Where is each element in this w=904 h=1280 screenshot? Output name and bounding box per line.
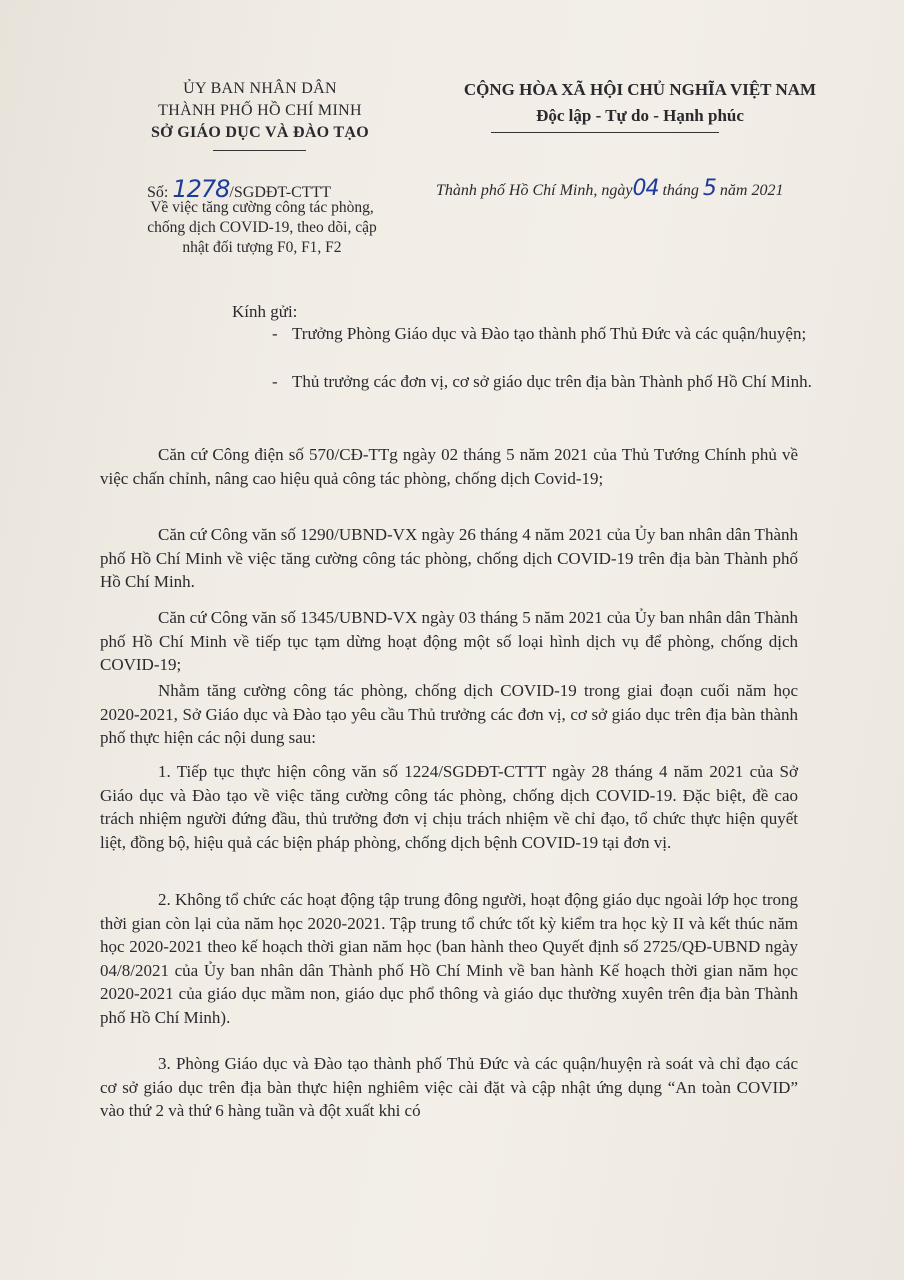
- document-subject: Về việc tăng cường công tác phòng, chống dịch COVID-19, theo dõi, cập nhật đối tượng F0, F1, F2: [147, 199, 377, 256]
- date-month-word: tháng: [658, 182, 703, 199]
- agency-underline: [213, 150, 306, 151]
- handwritten-month: 5: [702, 176, 716, 201]
- body-paragraph: 3. Phòng Giáo dục và Đào tạo thành phố Thủ Đức và các quận/huyện rà soát và chỉ đạo các cơ sở giáo dục trên địa bàn thực hiện nghiêm việc cài đặt và cập nhật ứng dụng “An toàn COVID” vào thứ 2 và thứ 6 hàng tuần và đột xuất khi có: [100, 1054, 798, 1120]
- agency-line-1: ỦY BAN NHÂN DÂN: [183, 80, 337, 97]
- date-year: năm 2021: [715, 182, 784, 199]
- body-paragraph: Căn cứ Công văn số 1290/UBND-VX ngày 26 tháng 4 năm 2021 của Ủy ban nhân dân Thành phố Hồ Chí Minh về việc tăng cường công tác phòng, chống dịch COVID-19 trên địa bàn Thành phố Hồ Chí Minh.: [100, 525, 798, 591]
- handwritten-day: 04: [632, 176, 659, 201]
- body-paragraph: Căn cứ Công văn số 1345/UBND-VX ngày 03 tháng 5 năm 2021 của Ủy ban nhân dân Thành phố Hồ Chí Minh về tiếp tục tạm dừng hoạt động một số loại hình dịch vụ để phòng, chống dịch COVID-19;: [100, 608, 798, 674]
- body-paragraph: Nhằm tăng cường công tác phòng, chống dịch COVID-19 trong giai đoạn cuối năm học 2020-2021, Sở Giáo dục và Đào tạo yêu cầu Thủ trưởng các đơn vị, cơ sở giáo dục trên địa bàn thành phố thực hiện các nội dung sau:: [100, 681, 798, 747]
- motto-underline: [491, 132, 719, 133]
- number-prefix: Số:: [147, 184, 173, 201]
- date-place: Thành phố Hồ Chí Minh, ngày: [436, 182, 633, 199]
- nation-title: CỘNG HÒA XÃ HỘI CHỦ NGHĨA VIỆT NAM: [463, 80, 817, 99]
- handwritten-number: 1278: [172, 175, 230, 203]
- salutation: Kính gửi:: [232, 302, 298, 321]
- agency-line-2: THÀNH PHỐ HỒ CHÍ MINH: [158, 102, 362, 119]
- recipient-text: Thủ trưởng các đơn vị, cơ sở giáo dục trên địa bàn Thành phố Hồ Chí Minh.: [292, 372, 812, 391]
- bullet-dash: -: [272, 324, 278, 343]
- recipient-item: [272, 322, 812, 346]
- document-date: [436, 176, 856, 201]
- nation-motto: Độc lập - Tự do - Hạnh phúc: [536, 106, 744, 125]
- bullet-dash: -: [272, 372, 278, 391]
- body-paragraph: 1. Tiếp tục thực hiện công văn số 1224/SGDĐT-CTTT ngày 28 tháng 4 năm 2021 của Sở Giáo dục và Đào tạo về việc tăng cường công tác phòng, chống dịch COVID-19. Đặc biệt, đề cao trách nhiệm người đứng đầu, thủ trưởng đơn vị chịu trách nhiệm về chỉ đạo, tổ chức thực hiện quyết liệt, đồng bộ, hiệu quả các biện pháp phòng, chống dịch bệnh COVID-19 tại đơn vị.: [100, 762, 798, 852]
- recipient-text: Trưởng Phòng Giáo dục và Đào tạo thành phố Thủ Đức và các quận/huyện;: [292, 324, 807, 343]
- recipient-item: [272, 370, 812, 394]
- body-paragraph: 2. Không tổ chức các hoạt động tập trung đông người, hoạt động giáo dục ngoài lớp học trong thời gian còn lại của năm học 2020-2021. Tập trung tổ chức tốt kỳ kiểm tra học kỳ II và kết thúc năm học 2020-2021 theo kế hoạch thời gian năm học (ban hành theo Quyết định số 2725/QĐ-UBND ngày 04/8/2021 của Ủy ban nhân dân Thành phố Hồ Chí Minh về ban hành Kế hoạch thời gian năm học 2020-2021 của giáo dục mầm non, giáo dục phổ thông và giáo dục thường xuyên trên địa bàn Thành phố Hồ Chí Minh).: [100, 890, 798, 1027]
- agency-line-3: SỞ GIÁO DỤC VÀ ĐÀO TẠO: [150, 124, 370, 141]
- number-code: /SGDĐT-CTTT: [229, 184, 332, 201]
- body-paragraph: Căn cứ Công điện số 570/CĐ-TTg ngày 02 tháng 5 năm 2021 của Thủ Tướng Chính phủ về việc chấn chỉnh, nâng cao hiệu quả công tác phòng, chống dịch Covid-19;: [100, 445, 798, 488]
